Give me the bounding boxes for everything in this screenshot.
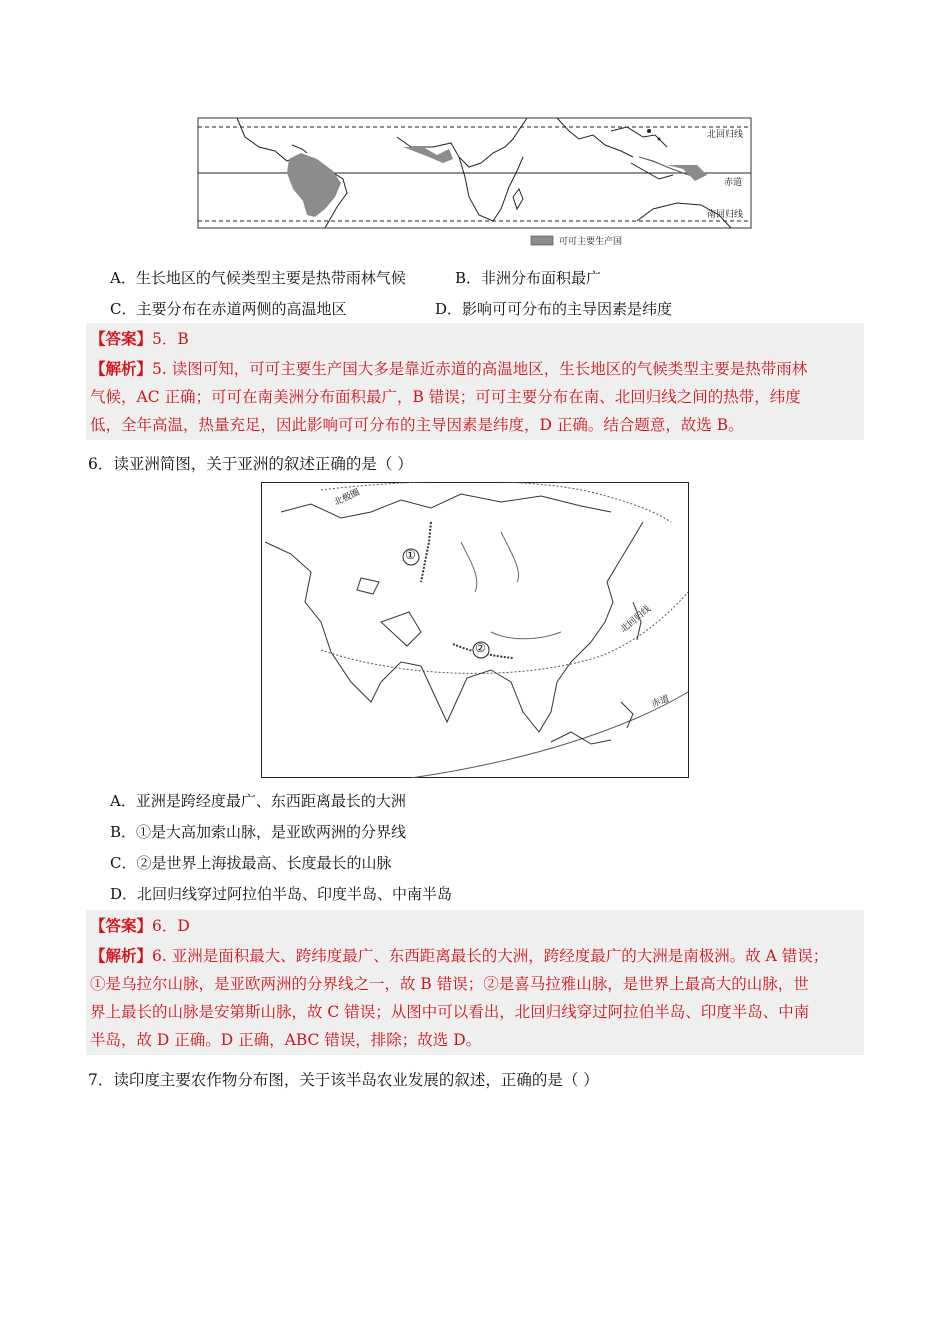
q5-analysis-line-2: 气候，AC 正确；可可在南美洲分布面积最广，B 错误；可可主要分布在南、北回归线之间的热带，纬度 [90, 388, 801, 406]
q5-analysis-line-1 [90, 358, 807, 380]
q5-answer-box [86, 323, 864, 440]
q5-answer-tag: 【答案】 [90, 329, 153, 348]
q6-option-b: B．①是大高加索山脉，是亚欧两洲的分界线 [110, 823, 407, 841]
arctic-circle-label: 北极圈 [332, 487, 362, 509]
q6-answer-tag: 【答案】 [90, 916, 153, 935]
q6-analysis-line-4: 半岛，故 D 正确。D 正确，ABC 错误，排除；故选 D。 [90, 1031, 482, 1049]
tropic-north-label: 北回归线 [707, 130, 744, 140]
equator-label: 赤道 [724, 178, 743, 188]
q6-option-a: A．亚洲是跨经度最广、东西距离最长的大洲 [110, 792, 406, 810]
q5-analysis-line-3: 低，全年高温，热量充足，因此影响可可分布的主导因素是纬度，D 正确。结合题意，故选 B。 [90, 416, 744, 434]
asia-map [261, 482, 689, 778]
mark-2: ② [475, 641, 486, 655]
q6-answer-line [90, 915, 190, 937]
q6-analysis-text-1: 6. 亚洲是面积最大、跨纬度最广、东西距离最长的大洲，跨经度最广的大洲是南极洲。故 A 错误； [152, 947, 829, 965]
equator-label-asia: 赤道 [650, 694, 671, 710]
q7-stem: 7．读印度主要农作物分布图，关于该半岛农业发展的叙述，正确的是（ ） [88, 1071, 599, 1089]
q6-option-c: C．②是世界上海拔最高、长度最长的山脉 [110, 854, 392, 872]
q5-option-b: B．非洲分布面积最广 [455, 269, 602, 287]
q5-option-a: A．生长地区的气候类型主要是热带雨林气候 [110, 269, 406, 287]
q6-analysis-line-3: 界上最长的山脉是安第斯山脉，故 C 错误；从图中可以看出，北回归线穿过阿拉伯半岛、印度半岛、中南 [90, 1003, 810, 1021]
q5-answer-line [90, 328, 189, 350]
q6-analysis-line-2: ①是乌拉尔山脉，是亚欧两洲的分界线之一，故 B 错误；②是喜马拉雅山脉，是世界上最高大的山脉，世 [90, 975, 809, 993]
q5-analysis-tag: 【解析】 [90, 359, 153, 378]
q6-stem: 6．读亚洲简图，关于亚洲的叙述正确的是（ ） [88, 455, 413, 473]
q6-analysis-tag: 【解析】 [90, 946, 153, 965]
q6-answer-value: 6．D [152, 917, 190, 935]
q5-answer-value: 5．B [152, 330, 189, 348]
cocoa-distribution-map [197, 117, 753, 249]
tropic-north-label-asia: 北回归线 [618, 604, 653, 636]
q5-option-c: C．主要分布在赤道两侧的高温地区 [110, 300, 347, 318]
tropic-south-label: 南回归线 [707, 210, 744, 220]
legend-label: 可可主要生产国 [559, 237, 623, 247]
q6-analysis-line-1 [90, 945, 828, 967]
q6-option-d: D．北回归线穿过阿拉伯半岛、印度半岛、中南半岛 [110, 885, 453, 903]
q5-option-d: D．影响可可分布的主导因素是纬度 [435, 300, 673, 318]
mark-1: ① [405, 548, 416, 562]
q6-answer-box [86, 910, 864, 1055]
q5-analysis-text-1: 5. 读图可知，可可主要生产国大多是靠近赤道的高温地区，生长地区的气候类型主要是热带雨林 [152, 360, 808, 378]
